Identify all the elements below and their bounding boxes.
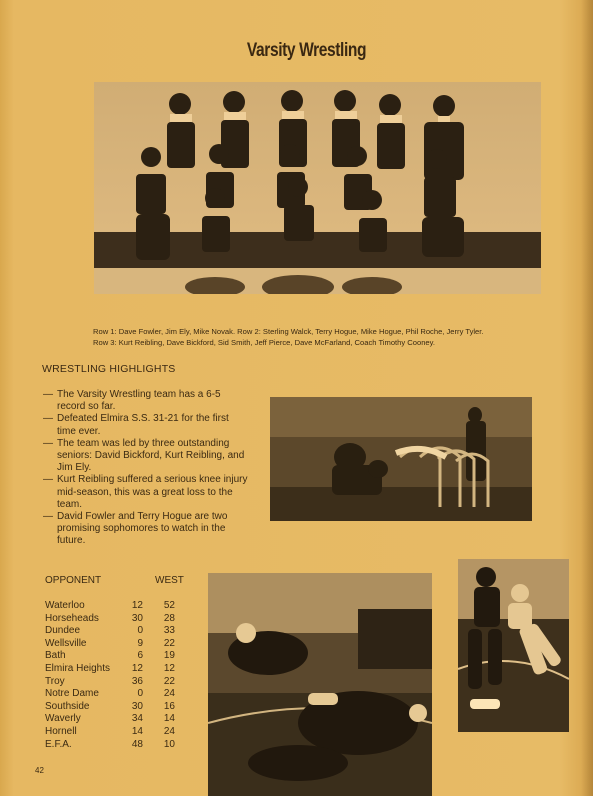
score-table-header <box>45 575 195 589</box>
highlights-list <box>43 389 248 548</box>
page-number: 42 <box>35 766 44 775</box>
table-row: Troy 36 22 <box>45 675 175 687</box>
table-row: Dundee 0 33 <box>45 625 175 637</box>
highlight-item: — Kurt Reibling suffered a serious knee injury mid-season, this was a great loss to the team. <box>43 474 248 510</box>
side-action-photo <box>458 559 569 732</box>
west-column-header: WEST <box>155 575 184 586</box>
table-row: Elmira Heights 12 12 <box>45 662 175 674</box>
page-title: Varsity Wrestling <box>246 40 367 61</box>
practice-photo <box>270 397 532 521</box>
table-row: Southside 30 16 <box>45 700 175 712</box>
opponent-column-header: OPPONENT <box>45 575 102 586</box>
photo-caption <box>93 326 553 348</box>
table-row: Wellsville 9 22 <box>45 637 175 649</box>
highlights-heading: WRESTLING HIGHLIGHTS <box>42 363 176 375</box>
practice-photo-illustration <box>270 397 532 521</box>
match-photo-illustration <box>208 573 432 796</box>
table-row: Horseheads 30 28 <box>45 612 175 624</box>
table-row: Hornell 14 24 <box>45 725 175 737</box>
highlight-item: — The Varsity Wrestling team has a 6-5 record so far. <box>43 389 221 413</box>
page-edge-shadow <box>581 0 593 796</box>
score-table <box>45 575 195 751</box>
table-row: Waverly 34 14 <box>45 713 175 725</box>
table-row: Bath 6 19 <box>45 650 175 662</box>
highlight-item: — Defeated Elmira S.S. 31-21 for the first time ever. <box>43 413 229 437</box>
team-photo <box>94 82 541 294</box>
side-photo-illustration <box>458 559 569 732</box>
table-row: Waterloo 12 52 <box>45 600 175 611</box>
team-photo-illustration <box>94 82 541 294</box>
match-photo <box>208 573 432 796</box>
score-rows <box>45 600 195 751</box>
caption-line-2: Row 3: Kurt Reibling, Dave Bickford, Sid Smith, Jeff Pierce, Dave McFarland, Coach Timothy Cooney. <box>93 338 435 347</box>
caption-line-1: Row 1: Dave Fowler, Jim Ely, Mike Novak. Row 2: Sterling Walck, Terry Hogue, Mike Hogue, Phil Roche, Jerry Tyler. <box>93 327 484 336</box>
table-row: E.F.A. 48 10 <box>45 738 175 750</box>
highlight-item: — The team was led by three outstanding seniors: David Bickford, Kurt Reibling, and Jim Ely. <box>43 437 245 474</box>
table-row: Notre Dame 0 24 <box>45 688 175 700</box>
highlight-item: — David Fowler and Terry Hogue are two promising sophomores to watch in the future. <box>43 511 228 547</box>
